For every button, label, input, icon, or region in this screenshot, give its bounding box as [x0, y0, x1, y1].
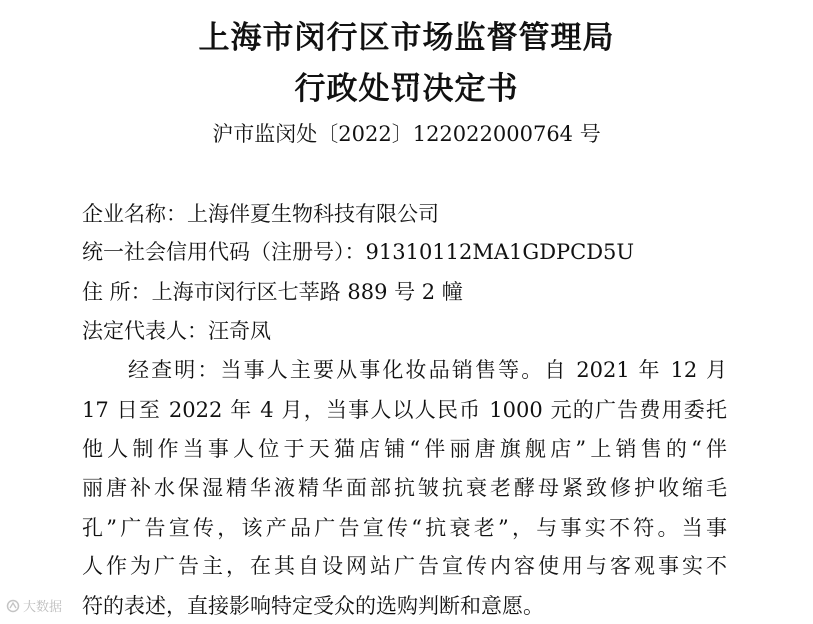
- document-title-line1: 上海市闵行区市场监督管理局: [198, 20, 615, 56]
- document-title-line2: 行政处罚决定书: [294, 71, 519, 107]
- company-name-field: 企业名称：上海伴夏生物科技有限公司: [82, 202, 439, 226]
- address-field: 住 所：上海市闵行区七莘路 889 号 2 幢: [82, 280, 463, 304]
- legal-representative-field: 法定代表人：汪奇凤: [82, 319, 271, 343]
- watermark-logo-icon: [6, 599, 20, 613]
- credit-code-field: 统一社会信用代码（注册号）：91310112MA1GDPCD5U: [82, 240, 635, 264]
- watermark: [6, 596, 62, 615]
- document-number: 沪市监闵处〔2022〕122022000764 号: [212, 122, 601, 146]
- body-paragraph-line: 符的表述，直接影响特定受众的选购判断和意愿。: [82, 594, 544, 618]
- body-paragraph-line: 17 日至 2022 年 4 月，当事人以人民币 1000 元的广告费用委托: [82, 398, 727, 422]
- body-paragraph-line: 他人制作当事人位于天猫店铺“伴丽唐旗舰店”上销售的“伴: [82, 437, 727, 461]
- watermark-text: 大数据: [23, 600, 63, 615]
- body-paragraph-line: 孔”广告宣传，该产品广告宣传“抗衰老”，与事实不符。当事: [82, 516, 727, 540]
- body-paragraph-line: 人作为广告主，在其自设网站广告宣传内容使用与客观事实不: [82, 554, 727, 578]
- body-paragraph-line: 经查明：当事人主要从事化妆品销售等。自 2021 年 12 月: [128, 358, 727, 382]
- body-paragraph-line: 丽唐补水保湿精华液精华面部抗皱抗衰老酵母紧致修护收缩毛: [82, 476, 727, 500]
